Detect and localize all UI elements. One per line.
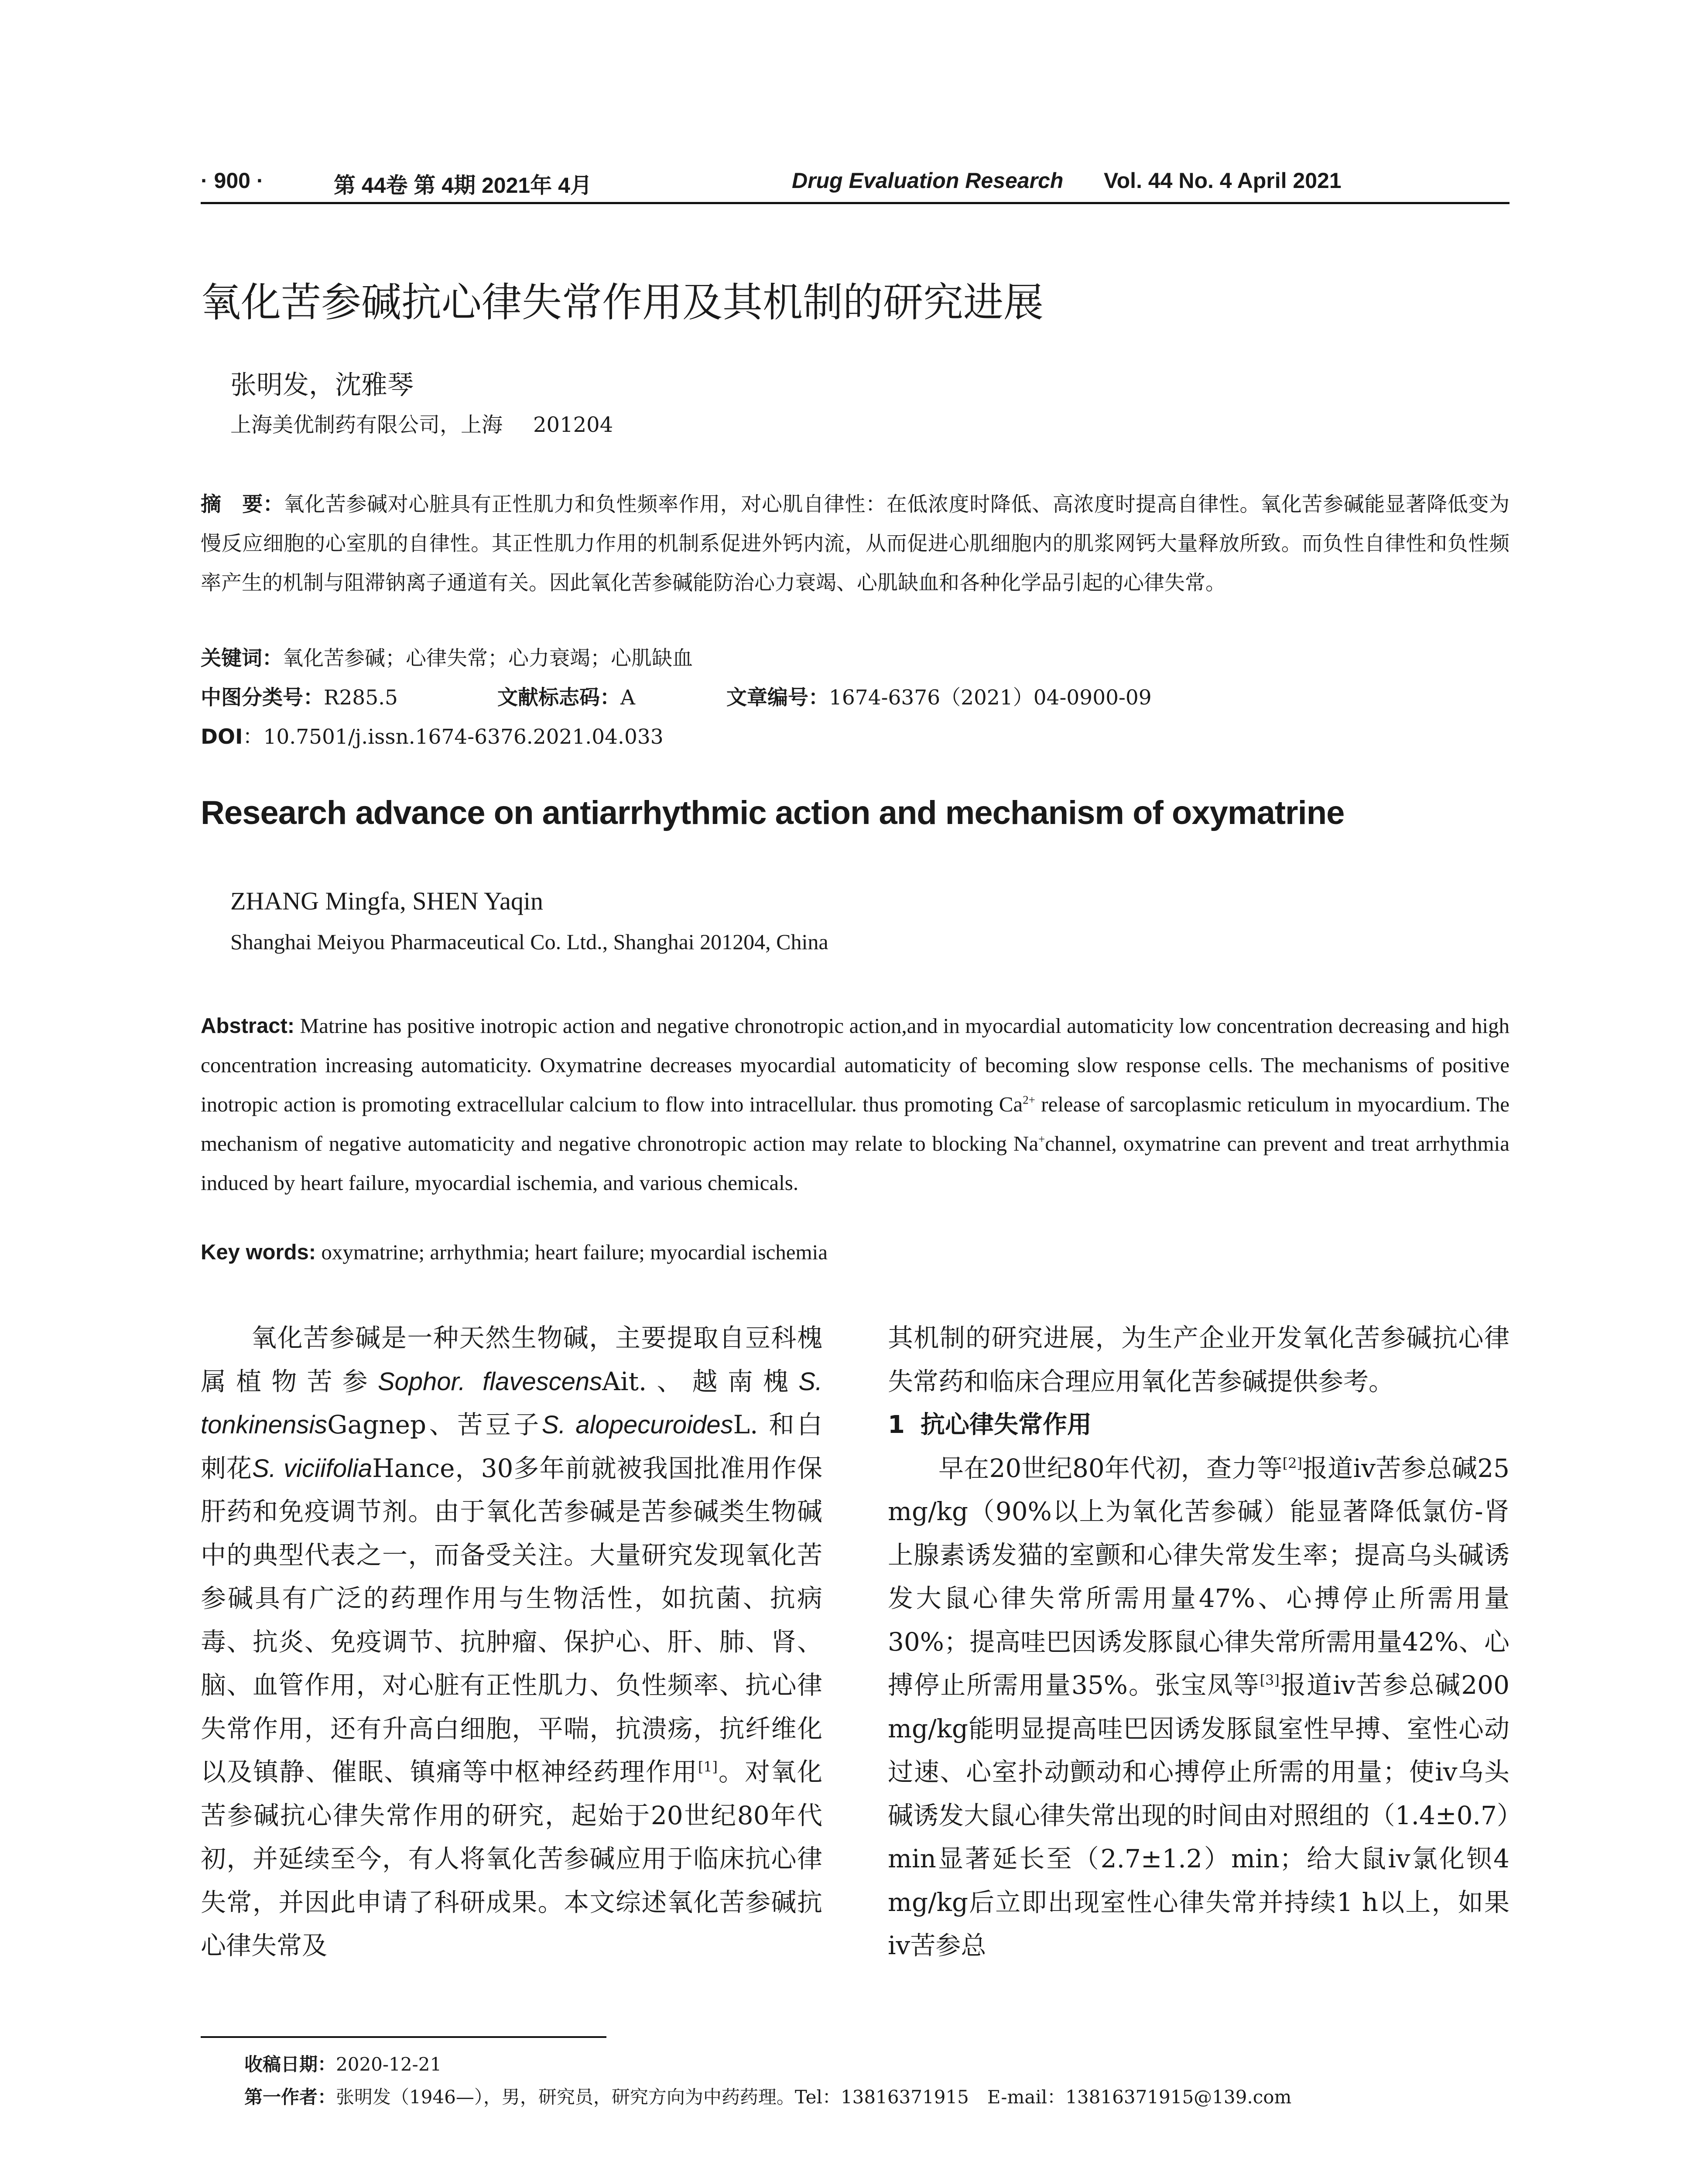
section-number: 1 <box>888 1411 905 1439</box>
body-column-left <box>201 1316 822 1968</box>
sodium-charge: + <box>1038 1132 1045 1146</box>
affiliation-cn-text: 上海美优制药有限公司，上海 <box>230 413 503 437</box>
authors-en: ZHANG Mingfa, SHEN Yaqin <box>230 887 543 915</box>
article-no-field <box>726 681 1152 711</box>
intro-paragraph-cont: 其机制的研究进展，为生产企业开发氧化苦参碱抗心律失常药和临床合理应用氧化苦参碱提供参考。 <box>888 1323 1509 1396</box>
received-date: 2020-12-21 <box>336 2054 442 2075</box>
journal-name-en: Drug Evaluation Research <box>792 168 1064 193</box>
abstract-cn <box>201 485 1509 603</box>
species-name: Sophor. flavescens <box>377 1367 602 1396</box>
abstract-en <box>201 1006 1509 1203</box>
keywords-en <box>201 1240 828 1265</box>
doc-code-field <box>497 681 635 711</box>
clc-label: 中图分类号： <box>201 686 324 710</box>
section-text-3: 报道iv苦参总碱200 mg/kg能明显提高哇巴因诱发豚鼠室性早搏、室性心动过速、心室扑动颤动和心搏停止所需的用量；使iv乌头碱诱发大鼠心律失常出现的时间由对照组的（1.4±0.7）min显著延长至（2.7±1.2）min；给大鼠iv氯化钡4 mg/kg后立即出现室性心律失常并持续1 h以上，如果iv苦参总 <box>888 1670 1509 1960</box>
affiliation-en: Shanghai Meiyou Pharmaceutical Co. Ltd., Shanghai 201204, China <box>230 930 828 954</box>
classification-line <box>201 681 1152 711</box>
intro-paragraph <box>201 1316 822 1968</box>
intro-text-3: Gagnep、苦豆子 <box>327 1410 542 1439</box>
running-header <box>201 168 1509 198</box>
article-title-cn: 氧化苦参碱抗心律失常作用及其机制的研究进展 <box>201 279 1044 326</box>
keywords-cn-text: 氧化苦参碱；心律失常；心力衰竭；心肌缺血 <box>283 646 693 670</box>
body-column-right <box>888 1316 1509 1968</box>
intro-text-6: 。对氧化苦参碱抗心律失常作用的研究，起始于20世纪80年代初，并延续至今，有人将氧化苦参碱应用于临床抗心律失常，并因此申请了科研成果。本文综述氧化苦参碱抗心律失常及 <box>201 1757 822 1960</box>
doi-value[interactable]: 10.7501/j.issn.1674-6376.2021.04.033 <box>263 725 664 749</box>
section-paragraph <box>888 1447 1509 1968</box>
clc-value: R285.5 <box>324 686 398 710</box>
species-name: S. alopecuroides <box>541 1411 733 1439</box>
postcode-cn: 201204 <box>533 413 613 437</box>
keywords-en-text: oxymatrine; arrhythmia; heart failure; myocardial ischemia <box>321 1240 828 1264</box>
citation-ref[interactable]: [2] <box>1282 1455 1302 1472</box>
doc-code-value: A <box>620 686 635 710</box>
article-title-en: Research advance on antiarrhythmic action and mechanism of oxymatrine <box>201 794 1345 831</box>
journal-volume-en: Vol. 44 No. 4 April 2021 <box>1104 168 1342 193</box>
doi-sep: ： <box>243 725 264 749</box>
journal-issue-cn: 第 44卷 第 4期 2021年 4月 <box>334 173 592 198</box>
species-name: S. tonkinensis <box>201 1367 822 1439</box>
received-label: 收稿日期： <box>244 2054 336 2075</box>
species-name: S. viciifolia <box>252 1454 373 1483</box>
abstract-en-part3: channel, oxymatrine can prevent and treat arrhythmia induced by heart failure, myocardial ischemia, and various chemicals. <box>201 1132 1509 1195</box>
intro-text-1: 氧化苦参碱是一种天然生物碱，主要提取自豆科槐属植物苦参 <box>201 1323 822 1396</box>
abstract-en-part1: Matrine has positive inotropic action and negative chronotropic action,and in myocardial automaticity low concentration decreasing and high concentration increasing automaticity. Oxymatrine decreases myocardial automaticity of becoming slow response cells. The mechanisms of positive inotropic action is promoting extracellular calcium to flow into intracellular. thus promoting Ca <box>201 1014 1509 1116</box>
doi-label: DOI <box>201 725 243 749</box>
page-number: · 900 · <box>201 168 264 193</box>
authors-cn: 张明发，沈雅琴 <box>230 370 414 400</box>
header-rule <box>201 202 1509 204</box>
keywords-cn-label: 关键词： <box>201 646 283 670</box>
citation-ref[interactable]: [3] <box>1260 1672 1280 1689</box>
keywords-cn <box>201 642 693 671</box>
affiliation-cn <box>230 408 613 438</box>
footnote-first-author <box>244 2083 1291 2109</box>
article-no-value: 1674-6376（2021）04-0900-09 <box>829 686 1152 710</box>
doi-line <box>201 721 664 750</box>
doc-code-label: 文献标志码： <box>497 686 620 710</box>
abstract-cn-text: 氧化苦参碱对心脏具有正性肌力和负性频率作用，对心肌自律性：在低浓度时降低、高浓度时提高自律性。氧化苦参碱能显著降低变为慢反应细胞的心室肌的自律性。其正性肌力作用的机制系促进外钙内流，从而促进心肌细胞内的肌浆网钙大量释放所致。而负性自律性和负性频率产生的机制与阻滞钠离子通道有关。因此氧化苦参碱能防治心力衰竭、心肌缺血和各种化学品引起的心律失常。 <box>201 492 1510 595</box>
keywords-en-label: Key words: <box>201 1241 316 1264</box>
section-heading <box>888 1403 1509 1447</box>
abstract-cn-label: 摘 要： <box>201 492 284 516</box>
intro-text-5: Hance，30多年前就被我国批准用作保肝药和免疫调节剂。由于氧化苦参碱是苦参碱类生物碱中的典型代表之一，而备受关注。大量研究发现氧化苦参碱具有广泛的药理作用与生物活性，如抗菌、抗病毒、抗炎、免疫调节、抗肿瘤、保护心、肝、肺、肾、脑、血管作用，对心脏有正性肌力、负性频率、抗心律失常作用，还有升高白细胞，平喘，抗溃疡，抗纤维化以及镇静、催眠、镇痛等中枢神经药理作用 <box>201 1453 822 1787</box>
footnote-received <box>244 2050 442 2076</box>
abstract-en-part2: release of sarcoplasmic reticulum in myocardium. The mechanism of negative automaticity and negative chronotropic action may relate to blocking Na <box>201 1092 1510 1155</box>
section-text-2: 报道iv苦参总碱25 mg/kg（90%以上为氧化苦参碱）能显著降低氯仿-肾上腺素诱发猫的室颤和心律失常发生率；提高乌头碱诱发大鼠心律失常所需用量47%、心搏停止所需用量30%；提高哇巴因诱发豚鼠心律失常所需用量42%、心搏停止所需用量35%。张宝凤等 <box>888 1453 1509 1700</box>
first-author-label: 第一作者： <box>244 2086 336 2108</box>
calcium-charge: 2+ <box>1023 1093 1035 1107</box>
intro-text-2: Ait.、越南槐 <box>602 1366 799 1396</box>
intro-text-4: L. 和白刺花 <box>201 1410 822 1483</box>
section-title: 抗心律失常作用 <box>920 1411 1092 1439</box>
footnote-rule <box>201 2036 606 2038</box>
clc-field <box>201 686 398 710</box>
citation-ref[interactable]: [1] <box>698 1758 718 1775</box>
section-text-1: 早在20世纪80年代初，查力等 <box>938 1453 1283 1483</box>
abstract-en-label: Abstract: <box>201 1014 295 1038</box>
first-author-info: 张明发（1946—），男，研究员，研究方向为中药药理。Tel：13816371915 E-mail：13816371915@139.com <box>336 2086 1292 2108</box>
article-no-label: 文章编号： <box>726 686 829 710</box>
